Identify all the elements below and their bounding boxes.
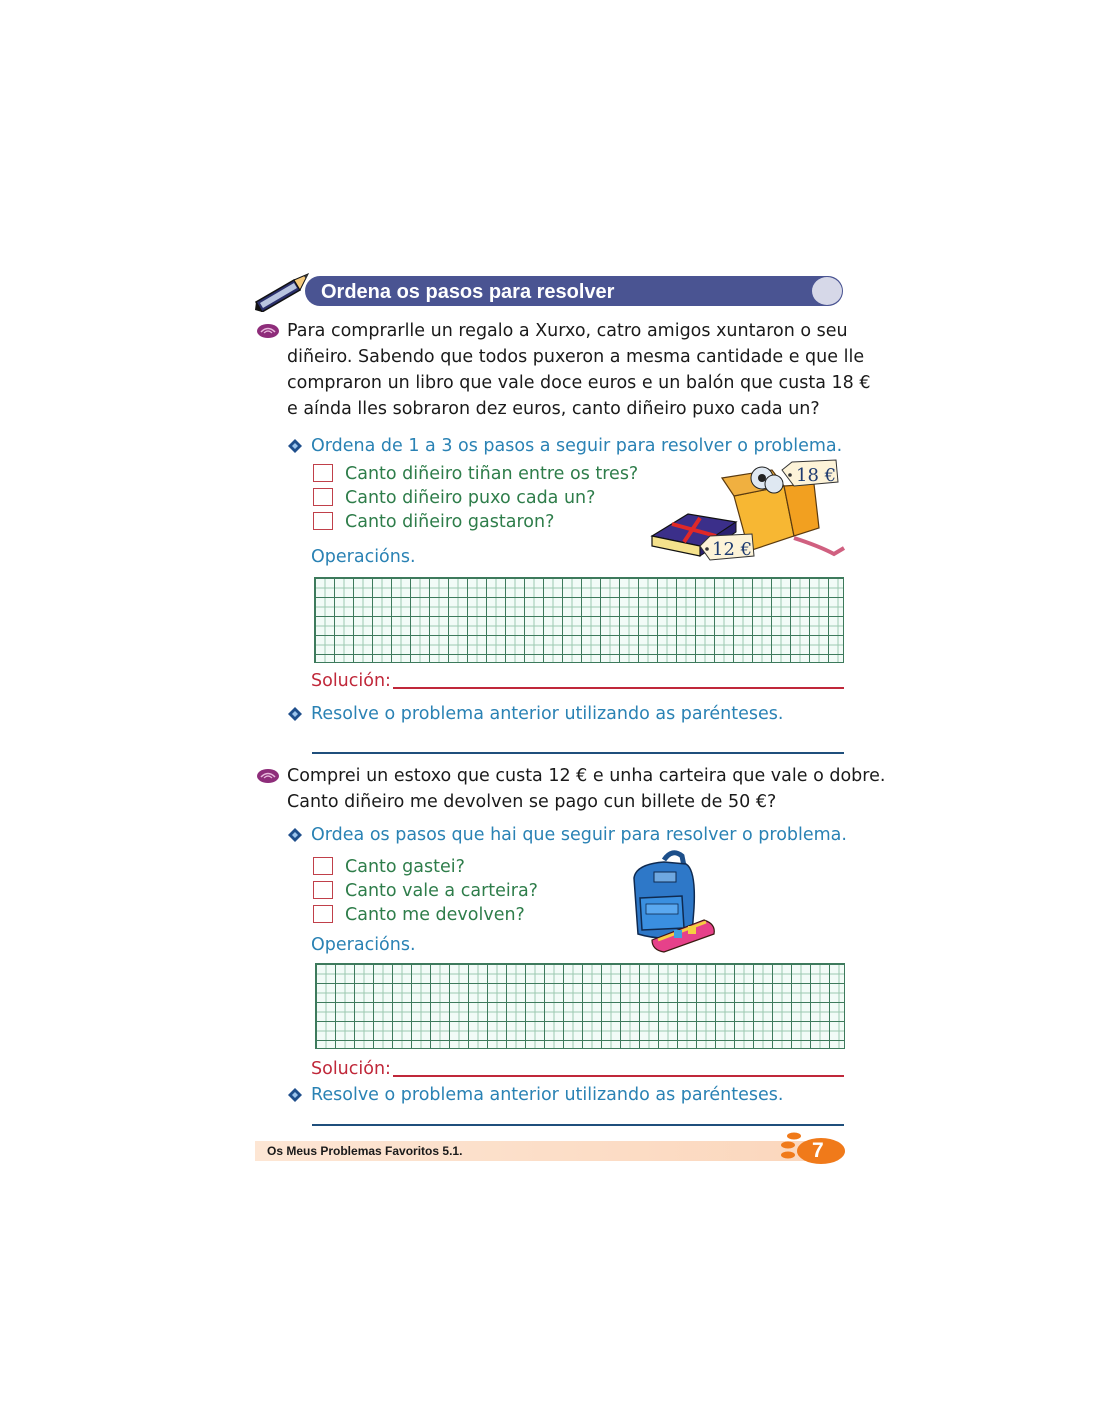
step-order-checkbox[interactable] <box>313 512 333 530</box>
solution-answer-line[interactable] <box>393 1075 844 1077</box>
phone-icon <box>256 322 280 338</box>
diamond-bullet-icon <box>288 1088 302 1102</box>
diamond-bullet-icon <box>288 828 302 842</box>
step-label: Canto vale a carteira? <box>345 881 538 901</box>
solution-label: Solución: <box>311 671 391 691</box>
pencil-icon <box>252 272 312 312</box>
banner-end-circle <box>812 277 842 305</box>
operations-label: Operacións. <box>311 935 416 955</box>
price-tag-18: 18 € <box>796 465 837 486</box>
problem2-task: Ordea os pasos que hai que seguir para resolver o problema. <box>311 825 847 845</box>
book-title: Os Meus Problemas Favoritos 5.1. <box>267 1144 463 1158</box>
statement-line: Para comprarlle un regalo a Xurxo, catro amigos xuntaron o seu <box>287 321 848 341</box>
step-label: Canto diñeiro tiñan entre os tres? <box>345 464 639 484</box>
parentheses-task: Resolve o problema anterior utilizando as parénteses. <box>311 1085 784 1105</box>
diamond-bullet-icon <box>288 707 302 721</box>
phone-icon <box>256 767 280 783</box>
backpack-and-pencil-case-illustration <box>624 848 724 958</box>
step-order-checkbox[interactable] <box>313 881 333 899</box>
step-order-checkbox[interactable] <box>313 488 333 506</box>
step-label: Canto gastei? <box>345 857 465 877</box>
statement-line: e aínda lles sobraron dez euros, canto diñeiro puxo cada un? <box>287 399 820 419</box>
statement-line: Canto diñeiro me devolven se pago cun billete de 50 €? <box>287 792 777 812</box>
gift-box-and-book-illustration <box>644 456 850 568</box>
problem1-statement <box>287 318 870 422</box>
statement-line: diñeiro. Sabendo que todos puxeron a mesma cantidade e que lle <box>287 347 865 367</box>
operations-label: Operacións. <box>311 547 416 567</box>
step-label: Canto diñeiro gastaron? <box>345 512 555 532</box>
problem1-task: Ordena de 1 a 3 os pasos a seguir para resolver o problema. <box>311 436 843 456</box>
step-label: Canto me devolven? <box>345 905 525 925</box>
solution-answer-line[interactable] <box>393 687 844 689</box>
diamond-bullet-icon <box>288 439 302 453</box>
parentheses-answer-line[interactable] <box>312 1124 844 1126</box>
operations-grid[interactable] <box>314 577 844 663</box>
page-number: 7 <box>812 1139 824 1162</box>
section-title: Ordena os pasos para resolver <box>321 281 615 303</box>
parentheses-answer-line[interactable] <box>312 752 844 754</box>
price-tag-12: 12 € <box>712 539 753 560</box>
problem2-statement <box>287 763 885 815</box>
step-label: Canto diñeiro puxo cada un? <box>345 488 596 508</box>
step-order-checkbox[interactable] <box>313 464 333 482</box>
statement-line: compraron un libro que vale doce euros e un balón que custa 18 € <box>287 373 871 393</box>
step-order-checkbox[interactable] <box>313 905 333 923</box>
statement-line: Comprei un estoxo que custa 12 € e unha carteira que vale o dobre. <box>287 766 886 786</box>
step-order-checkbox[interactable] <box>313 857 333 875</box>
solution-label: Solución: <box>311 1059 391 1079</box>
operations-grid[interactable] <box>315 963 845 1049</box>
parentheses-task: Resolve o problema anterior utilizando as parénteses. <box>311 704 784 724</box>
